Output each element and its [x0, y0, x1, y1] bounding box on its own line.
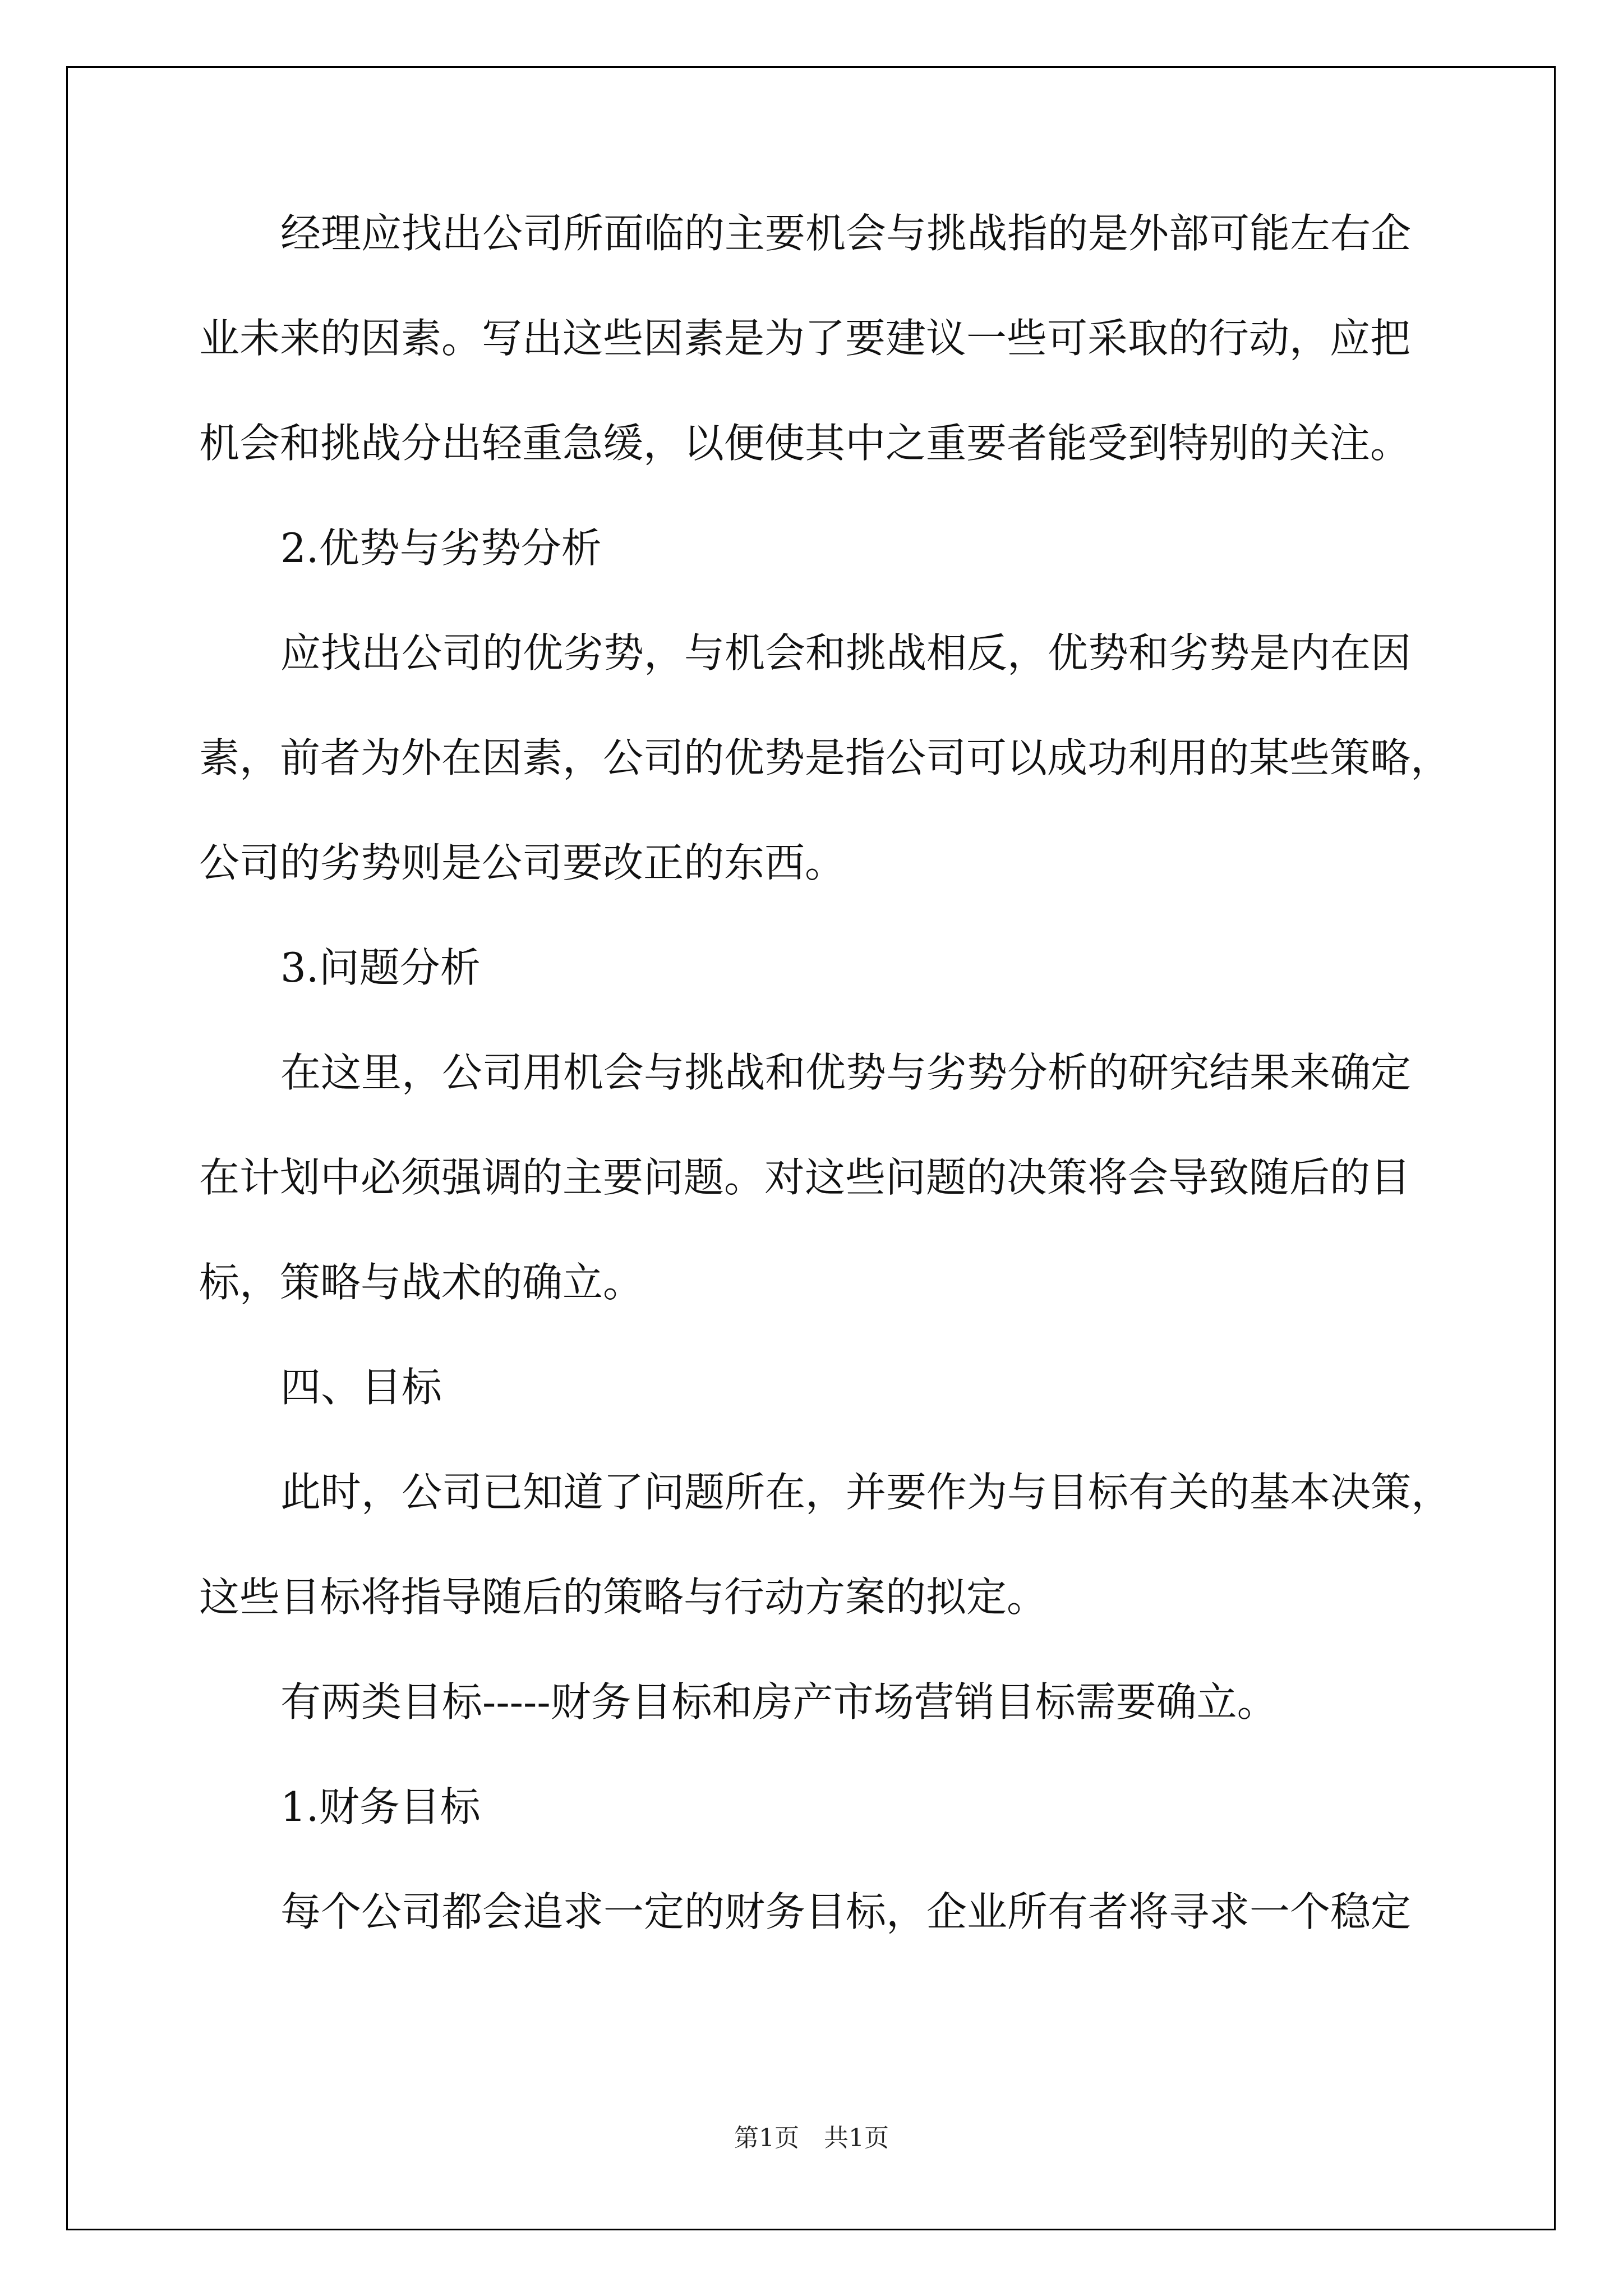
page-number: 第1页 共1页 [734, 2124, 889, 2152]
paragraph-line: 业未来的因素。写出这些因素是为了要建议一些可采取的行动，应把 [199, 315, 1411, 362]
paragraph-line: 经理应找出公司所面临的主要机会与挑战指的是外部可能左右企 [280, 210, 1412, 257]
paragraph-line: 这些目标将指导随后的策略与行动方案的拟定。 [199, 1573, 1048, 1621]
paragraph-line: 此时，公司已知道了问题所在，并要作为与目标有关的基本决策， [280, 1469, 1452, 1516]
section-heading: 2.优势与劣势分析 [280, 524, 602, 572]
section-heading: 1.财务目标 [280, 1783, 481, 1830]
paragraph-line: 机会和挑战分出轻重急缓，以便使其中之重要者能受到特别的关注。 [199, 420, 1411, 467]
paragraph-line: 在计划中必须强调的主要问题。对这些问题的决策将会导致随后的目 [199, 1154, 1411, 1201]
paragraph-line: 有两类目标-----财务目标和房产市场营销目标需要确立。 [280, 1678, 1278, 1726]
paragraph-line: 在这里，公司用机会与挑战和优势与劣势分析的研究结果来确定 [280, 1049, 1412, 1096]
paragraph-line: 应找出公司的优劣势，与机会和挑战相反，优势和劣势是内在因 [280, 629, 1412, 677]
paragraph-line: 标，策略与战术的确立。 [199, 1259, 644, 1306]
section-heading: 3.问题分析 [280, 944, 481, 991]
paragraph-line: 每个公司都会追求一定的财务目标，企业所有者将寻求一个稳定 [280, 1888, 1412, 1935]
section-heading: 四、目标 [280, 1364, 442, 1411]
paragraph-line: 素，前者为外在因素，公司的优势是指公司可以成功利用的某些策略， [199, 734, 1451, 781]
paragraph-line: 公司的劣势则是公司要改正的东西。 [199, 839, 846, 886]
